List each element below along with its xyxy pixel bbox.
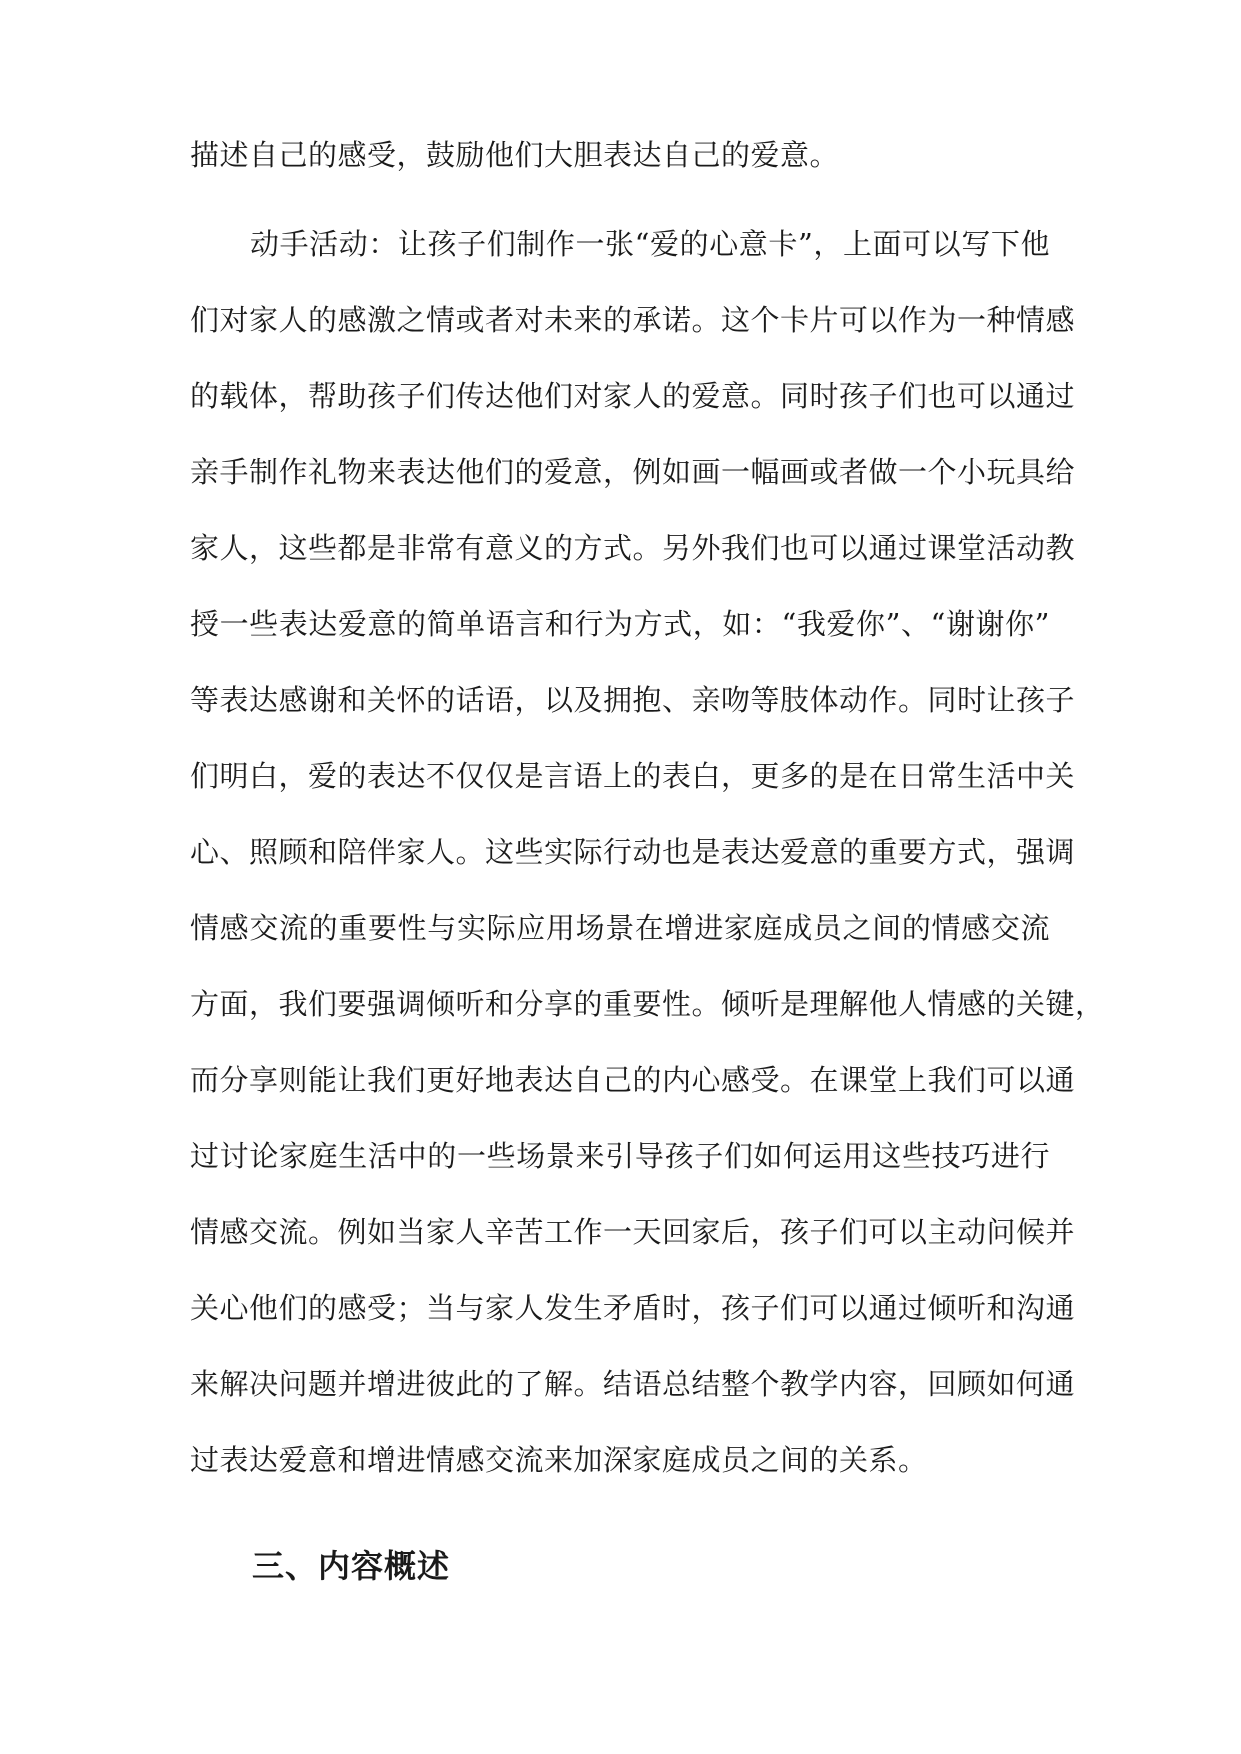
section-heading: 三、内容概述 [252, 1547, 451, 1585]
paragraph-1-line-1: 描述自己的感受，鼓励他们大胆表达自己的爱意。 [190, 138, 840, 172]
paragraph-2-line-13: 过讨论家庭生活中的一些场景来引导孩子们如何运用这些技巧进行 [190, 1139, 1050, 1173]
paragraph-2-line-17: 过表达爱意和增进情感交流来加深家庭成员之间的关系。 [190, 1443, 928, 1477]
paragraph-2-line-16: 来解决问题并增进彼此的了解。结语总结整个教学内容，回顾如何通 [190, 1367, 1076, 1401]
paragraph-2-line-14: 情感交流。例如当家人辛苦工作一天回家后，孩子们可以主动问候并 [190, 1215, 1076, 1249]
paragraph-2-line-12: 而分享则能让我们更好地表达自己的内心感受。在课堂上我们可以通 [190, 1063, 1076, 1097]
paragraph-2-line-6: 授一些表达爱意的简单语言和行为方式，如：“我爱你”、“谢谢你” [190, 607, 1050, 641]
paragraph-2-line-11: 方面，我们要强调倾听和分享的重要性。倾听是理解他人情感的关键， [190, 987, 1105, 1021]
paragraph-2-line-1: 动手活动：让孩子们制作一张“爱的心意卡”，上面可以写下他 [250, 227, 1050, 261]
paragraph-2-line-2: 们对家人的感激之情或者对未来的承诺。这个卡片可以作为一种情感 [190, 303, 1076, 337]
paragraph-2-line-10: 情感交流的重要性与实际应用场景在增进家庭成员之间的情感交流 [190, 911, 1050, 945]
paragraph-2-line-5: 家人，这些都是非常有意义的方式。另外我们也可以通过课堂活动教 [190, 531, 1076, 565]
paragraph-2-line-8: 们明白，爱的表达不仅仅是言语上的表白，更多的是在日常生活中关 [190, 759, 1076, 793]
paragraph-2-line-3: 的载体，帮助孩子们传达他们对家人的爱意。同时孩子们也可以通过 [190, 379, 1076, 413]
paragraph-2-line-4: 亲手制作礼物来表达他们的爱意，例如画一幅画或者做一个小玩具给 [190, 455, 1076, 489]
paragraph-2-line-7: 等表达感谢和关怀的话语，以及拥抱、亲吻等肢体动作。同时让孩子 [190, 683, 1076, 717]
paragraph-2-line-9: 心、照顾和陪伴家人。这些实际行动也是表达爱意的重要方式，强调 [190, 835, 1076, 869]
paragraph-2-line-15: 关心他们的感受；当与家人发生矛盾时，孩子们可以通过倾听和沟通 [190, 1291, 1076, 1325]
